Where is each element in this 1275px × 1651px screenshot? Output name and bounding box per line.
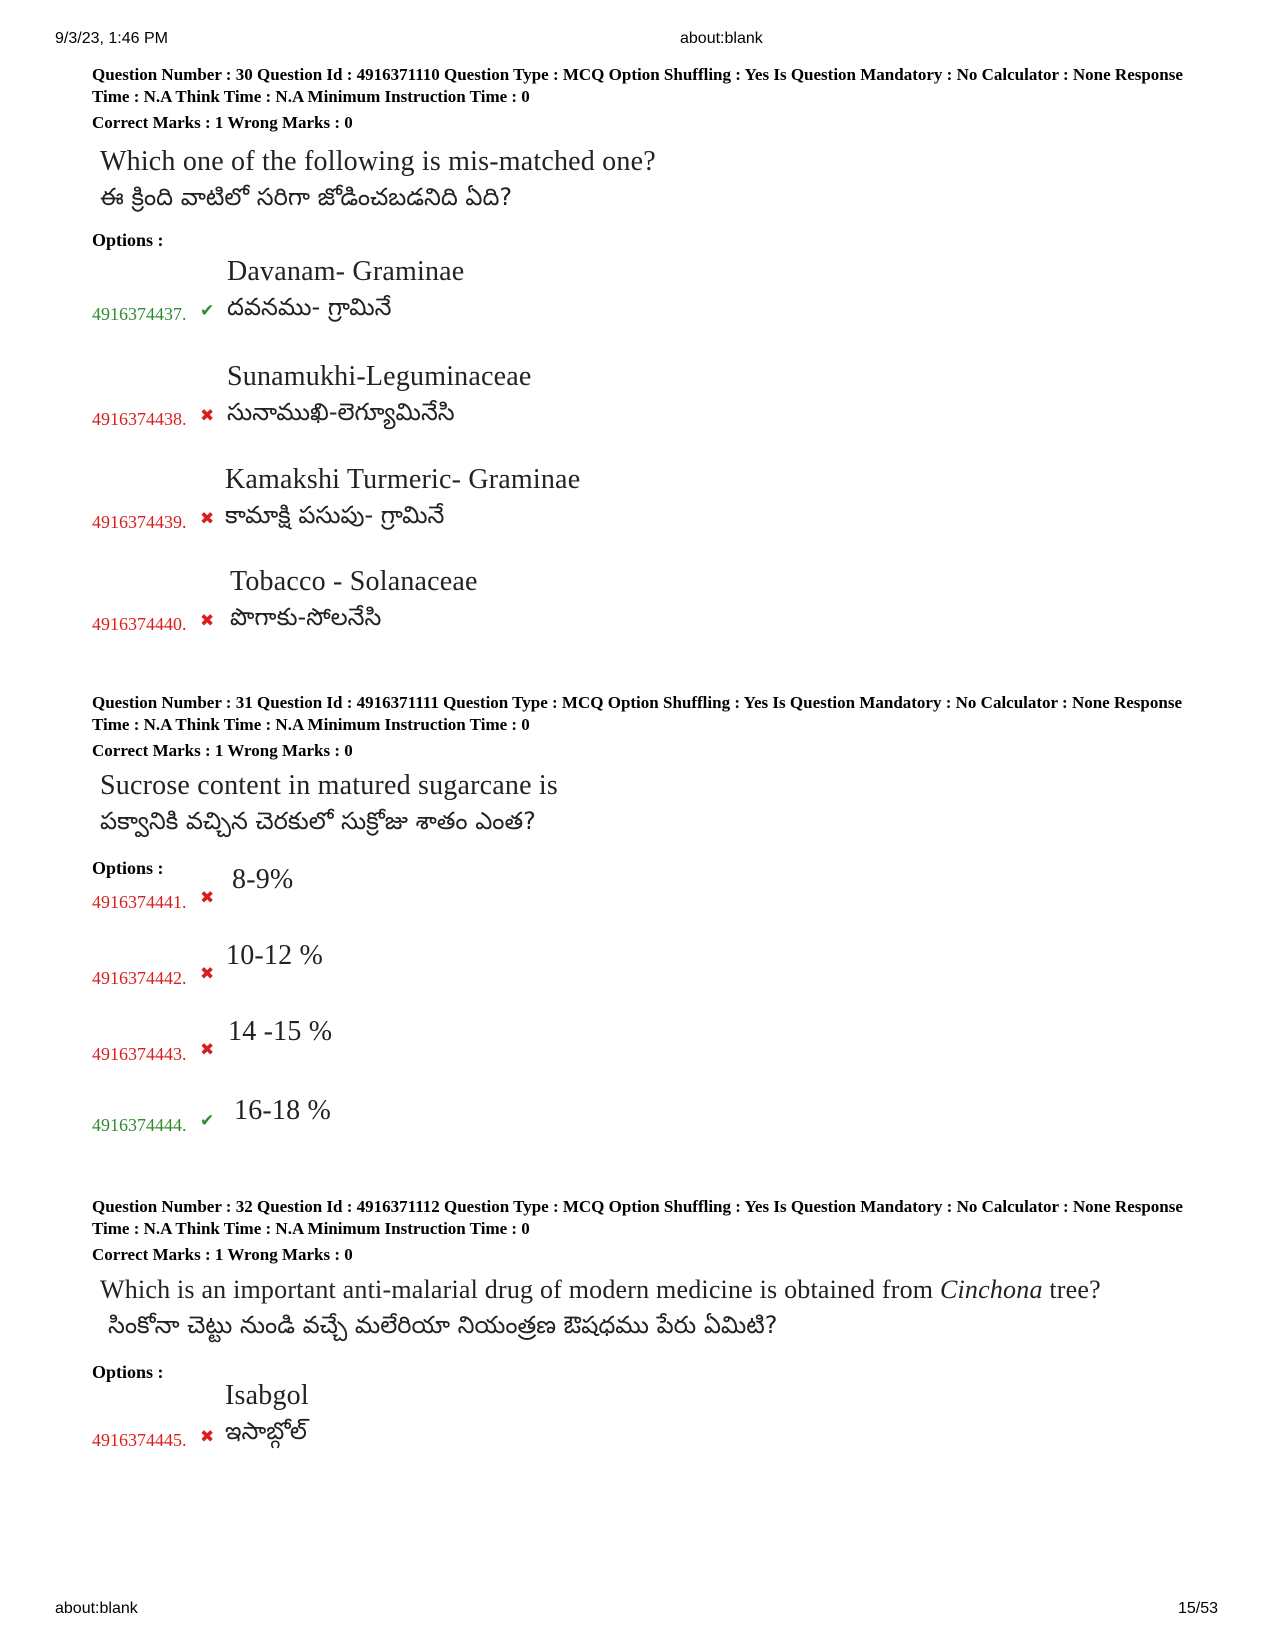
option-body — [227, 359, 532, 429]
option-text-en: 8-9% — [232, 864, 294, 895]
option-id: 4916374443. — [92, 1044, 187, 1064]
option-4916374443 — [92, 1016, 992, 1068]
option-body — [225, 462, 580, 532]
option-text-te: పొగాకు-సోలనేసి — [230, 603, 382, 631]
print-datetime: 9/3/23, 1:46 PM — [55, 30, 168, 47]
option-4916374438 — [92, 359, 992, 439]
question-31 — [92, 692, 1212, 1172]
option-body — [227, 254, 464, 324]
cross-icon: ✖ — [200, 406, 215, 426]
question-marks: Correct Marks : 1 Wrong Marks : 0 — [92, 113, 353, 132]
option-text-te: దవనము- గ్రామినే — [227, 293, 392, 321]
option-text-en: 16-18 % — [234, 1095, 332, 1126]
question-text — [100, 768, 1212, 838]
option-4916374442 — [92, 940, 992, 992]
option-text-en: Tobacco - Solanaceae — [230, 566, 478, 597]
question-text-en — [100, 1272, 1212, 1308]
cross-icon: ✖ — [200, 888, 215, 908]
question-text-en: Which one of the following is mis-matched one? — [100, 146, 656, 177]
question-30 — [92, 64, 1212, 664]
question-text-te: ఈ క్రింది వాటిలో సరిగా జోడించబడనిది ఏది? — [100, 183, 513, 211]
option-text-en: Isabgol — [225, 1380, 309, 1411]
option-id: 4916374441. — [92, 892, 187, 912]
question-text — [100, 144, 1212, 214]
question-text — [100, 1272, 1212, 1342]
option-body — [230, 564, 478, 634]
option-id: 4916374438. — [92, 409, 187, 429]
options-label: Options : — [92, 858, 164, 878]
cross-icon: ✖ — [200, 964, 215, 984]
question-32 — [92, 1196, 1212, 1536]
option-id: 4916374442. — [92, 968, 187, 988]
cross-icon: ✖ — [200, 1040, 215, 1060]
question-meta: Question Number : 32 Question Id : 4916371112 Question Type : MCQ Option Shuffling : Yes Is Question Mandatory : No Calculator : None Response Time : N.A Think Time : N.A Minimum Instruction Time : 0 — [92, 1197, 1183, 1238]
question-marks: Correct Marks : 1 Wrong Marks : 0 — [92, 741, 353, 760]
option-4916374440 — [92, 564, 992, 644]
option-body — [225, 1378, 309, 1448]
page-number: 15/53 — [1178, 1600, 1219, 1617]
check-icon: ✔ — [200, 1111, 215, 1131]
question-text-te: సింకోనా చెట్టు నుండి వచ్చే మలేరియా నియంత్రణ ఔషధము పేరు ఏమిటి? — [108, 1311, 778, 1339]
cross-icon: ✖ — [200, 509, 215, 529]
question-meta: Question Number : 31 Question Id : 4916371111 Question Type : MCQ Option Shuffling : Yes Is Question Mandatory : No Calculator : None Response Time : N.A Think Time : N.A Minimum Instruction Time : 0 — [92, 693, 1182, 734]
option-text-te: సునాముఖి-లెగ్యూమినేసి — [227, 398, 455, 426]
print-url: about:blank — [680, 30, 763, 47]
question-text-en-part1: Which is an important anti-malarial drug of modern medicine is obtained from — [100, 1275, 940, 1304]
option-id: 4916374445. — [92, 1430, 187, 1450]
option-id: 4916374437. — [92, 304, 187, 324]
cross-icon: ✖ — [200, 1427, 215, 1447]
option-text-en: Sunamukhi-Leguminaceae — [227, 361, 532, 392]
question-meta: Question Number : 30 Question Id : 4916371110 Question Type : MCQ Option Shuffling : Yes Is Question Mandatory : No Calculator : None Response Time : N.A Think Time : N.A Minimum Instruction Time : 0 — [92, 65, 1183, 106]
options-label: Options : — [92, 1362, 164, 1382]
option-text-en: 14 -15 % — [228, 1016, 333, 1047]
option-text-en: 10-12 % — [226, 940, 324, 971]
option-4916374444 — [92, 1095, 992, 1139]
option-4916374445 — [92, 1378, 992, 1458]
question-text-te: పక్వానికి వచ్చిన చెరకులో సుక్రోజు శాతం ఎంత? — [100, 807, 536, 835]
question-text-en-part2: tree? — [1042, 1275, 1101, 1304]
option-id: 4916374444. — [92, 1115, 187, 1135]
option-4916374439 — [92, 462, 992, 542]
option-text-te: కామాక్షి పసుపు- గ్రామినే — [225, 501, 445, 529]
option-4916374437 — [92, 254, 992, 334]
cross-icon: ✖ — [200, 611, 215, 631]
option-text-en: Davanam- Graminae — [227, 256, 465, 287]
option-id: 4916374439. — [92, 512, 187, 532]
question-text-en-italic: Cinchona — [939, 1275, 1043, 1304]
option-text-en: Kamakshi Turmeric- Graminae — [225, 464, 581, 495]
options-label: Options : — [92, 230, 164, 250]
question-text-en: Sucrose content in matured sugarcane is — [100, 770, 558, 801]
footer-url: about:blank — [55, 1600, 138, 1617]
option-id: 4916374440. — [92, 614, 187, 634]
check-icon: ✔ — [200, 301, 215, 321]
question-marks: Correct Marks : 1 Wrong Marks : 0 — [92, 1245, 353, 1264]
option-text-te: ఇసాబ్గోల్ — [225, 1417, 307, 1445]
